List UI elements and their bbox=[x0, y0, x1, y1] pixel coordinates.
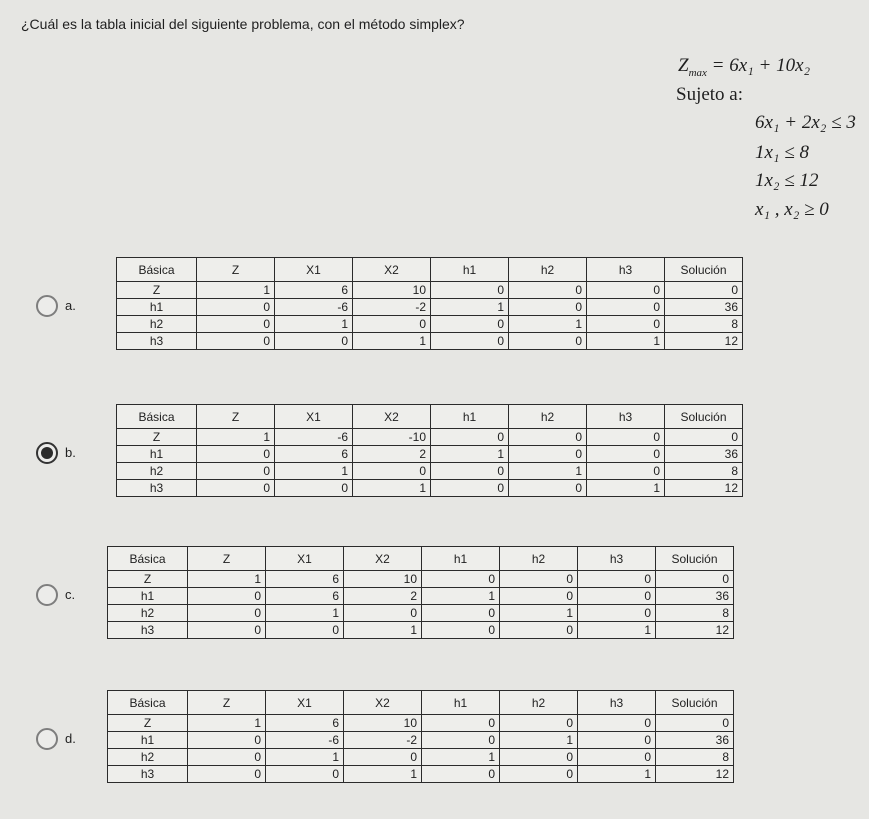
table-cell: 0 bbox=[578, 715, 656, 732]
table-cell: 0 bbox=[587, 299, 665, 316]
table-cell: 1 bbox=[188, 715, 266, 732]
table-cell: 0 bbox=[344, 605, 422, 622]
table-cell: 6 bbox=[275, 446, 353, 463]
table-cell: 1 bbox=[344, 766, 422, 783]
table-cell: 0 bbox=[587, 282, 665, 299]
table-cell: 0 bbox=[509, 446, 587, 463]
column-header: Solución bbox=[665, 258, 743, 282]
column-header: h2 bbox=[509, 258, 587, 282]
column-header: h2 bbox=[509, 405, 587, 429]
basic-variable-cell: h1 bbox=[108, 732, 188, 749]
table-row bbox=[117, 480, 743, 497]
table-cell: 0 bbox=[431, 463, 509, 480]
table-cell: 1 bbox=[500, 732, 578, 749]
table-row bbox=[117, 333, 743, 350]
table-cell: 0 bbox=[578, 571, 656, 588]
table-cell: 1 bbox=[500, 605, 578, 622]
table-row bbox=[108, 622, 734, 639]
basic-variable-cell: h3 bbox=[117, 333, 197, 350]
table-cell: 10 bbox=[353, 282, 431, 299]
table-cell: 0 bbox=[353, 463, 431, 480]
table-cell: 36 bbox=[656, 732, 734, 749]
table-cell: 0 bbox=[197, 463, 275, 480]
table-cell: 0 bbox=[656, 571, 734, 588]
simplex-table bbox=[116, 404, 743, 497]
table-cell: 0 bbox=[665, 282, 743, 299]
table-cell: -10 bbox=[353, 429, 431, 446]
option-letter: b. bbox=[65, 445, 76, 460]
column-header: h2 bbox=[500, 691, 578, 715]
table-cell: 0 bbox=[275, 480, 353, 497]
basic-variable-cell: Z bbox=[108, 571, 188, 588]
table-cell: 1 bbox=[509, 463, 587, 480]
table-cell: 10 bbox=[344, 715, 422, 732]
table-cell: 1 bbox=[197, 282, 275, 299]
table-cell: 0 bbox=[422, 571, 500, 588]
table-cell: 0 bbox=[422, 732, 500, 749]
radio-option-b[interactable] bbox=[36, 442, 58, 464]
table-cell: 0 bbox=[656, 715, 734, 732]
objective-function bbox=[678, 55, 810, 79]
radio-option-c[interactable] bbox=[36, 584, 58, 606]
table-row bbox=[117, 463, 743, 480]
column-header: h1 bbox=[422, 547, 500, 571]
column-header: h1 bbox=[431, 258, 509, 282]
column-header: Z bbox=[188, 547, 266, 571]
column-header: X2 bbox=[353, 405, 431, 429]
table-cell: 0 bbox=[587, 446, 665, 463]
basic-variable-cell: h1 bbox=[108, 588, 188, 605]
table-cell: 0 bbox=[587, 429, 665, 446]
column-header: h3 bbox=[587, 405, 665, 429]
table-cell: 12 bbox=[656, 622, 734, 639]
table-cell: 0 bbox=[431, 333, 509, 350]
table-cell: 0 bbox=[422, 622, 500, 639]
column-header: Básica bbox=[117, 405, 197, 429]
table-cell: 0 bbox=[197, 446, 275, 463]
column-header: X1 bbox=[266, 691, 344, 715]
question-text: ¿Cuál es la tabla inicial del siguiente problema, con el método simplex? bbox=[21, 16, 465, 32]
table-header-row bbox=[108, 547, 734, 571]
basic-variable-cell: h2 bbox=[117, 463, 197, 480]
column-header: Solución bbox=[656, 547, 734, 571]
table-cell: 0 bbox=[500, 622, 578, 639]
table-cell: 2 bbox=[344, 588, 422, 605]
table-cell: 6 bbox=[266, 571, 344, 588]
table-cell: 1 bbox=[197, 429, 275, 446]
table-cell: 0 bbox=[578, 605, 656, 622]
option-letter: a. bbox=[65, 298, 76, 313]
table-cell: 0 bbox=[197, 299, 275, 316]
table-cell: 1 bbox=[587, 333, 665, 350]
table-cell: 1 bbox=[275, 316, 353, 333]
simplex-table bbox=[116, 257, 743, 350]
table-cell: 1 bbox=[266, 605, 344, 622]
column-header: X2 bbox=[344, 691, 422, 715]
table-cell: 36 bbox=[665, 446, 743, 463]
table-cell: 0 bbox=[266, 766, 344, 783]
radio-option-a[interactable] bbox=[36, 295, 58, 317]
table-cell: 1 bbox=[509, 316, 587, 333]
table-row bbox=[108, 571, 734, 588]
table-cell: 1 bbox=[353, 333, 431, 350]
table-cell: 0 bbox=[431, 282, 509, 299]
constraint-2: 1x₁ ≤ 8 bbox=[755, 142, 809, 163]
column-header: h1 bbox=[422, 691, 500, 715]
table-cell: 0 bbox=[422, 605, 500, 622]
table-cell: 1 bbox=[422, 588, 500, 605]
table-cell: 0 bbox=[188, 622, 266, 639]
column-header: X1 bbox=[266, 547, 344, 571]
table-row bbox=[108, 749, 734, 766]
table-cell: -6 bbox=[275, 429, 353, 446]
simplex-table bbox=[107, 690, 734, 783]
basic-variable-cell: Z bbox=[108, 715, 188, 732]
table-cell: 0 bbox=[500, 571, 578, 588]
table-cell: 10 bbox=[344, 571, 422, 588]
table-header-row bbox=[117, 258, 743, 282]
column-header: X1 bbox=[275, 405, 353, 429]
column-header: h3 bbox=[578, 547, 656, 571]
table-cell: 0 bbox=[500, 766, 578, 783]
table-cell: 0 bbox=[509, 333, 587, 350]
table-cell: 1 bbox=[188, 571, 266, 588]
basic-variable-cell: h3 bbox=[117, 480, 197, 497]
column-header: X1 bbox=[275, 258, 353, 282]
table-cell: 0 bbox=[578, 588, 656, 605]
option-letter: d. bbox=[65, 731, 76, 746]
table-cell: 0 bbox=[422, 715, 500, 732]
table-cell: 1 bbox=[431, 446, 509, 463]
table-cell: 1 bbox=[578, 622, 656, 639]
basic-variable-cell: Z bbox=[117, 282, 197, 299]
table-row bbox=[117, 446, 743, 463]
table-cell: 36 bbox=[665, 299, 743, 316]
radio-option-d[interactable] bbox=[36, 728, 58, 750]
table-row bbox=[108, 588, 734, 605]
table-row bbox=[108, 715, 734, 732]
table-row bbox=[108, 732, 734, 749]
column-header: h3 bbox=[587, 258, 665, 282]
table-cell: 0 bbox=[344, 749, 422, 766]
table-cell: 0 bbox=[509, 480, 587, 497]
table-cell: 0 bbox=[431, 429, 509, 446]
table-header-row bbox=[117, 405, 743, 429]
table-cell: 8 bbox=[656, 605, 734, 622]
basic-variable-cell: h1 bbox=[117, 446, 197, 463]
table-row bbox=[117, 282, 743, 299]
table-cell: 0 bbox=[578, 732, 656, 749]
table-cell: 0 bbox=[275, 333, 353, 350]
table-cell: 0 bbox=[500, 715, 578, 732]
table-cell: 0 bbox=[197, 316, 275, 333]
table-cell: 0 bbox=[188, 766, 266, 783]
column-header: Básica bbox=[108, 547, 188, 571]
table-cell: 6 bbox=[266, 588, 344, 605]
table-cell: 0 bbox=[509, 299, 587, 316]
column-header: h2 bbox=[500, 547, 578, 571]
objective-sub: max bbox=[688, 66, 707, 79]
table-cell: 6 bbox=[275, 282, 353, 299]
table-cell: 0 bbox=[422, 766, 500, 783]
table-cell: 0 bbox=[587, 463, 665, 480]
table-cell: -6 bbox=[266, 732, 344, 749]
column-header: h3 bbox=[578, 691, 656, 715]
table-cell: -2 bbox=[344, 732, 422, 749]
subject-to-label: Sujeto a: bbox=[676, 84, 744, 105]
constraint-1: 6x₁ + 2x₂ ≤ 3 bbox=[755, 112, 856, 133]
objective-lhs: Z bbox=[678, 55, 689, 76]
table-cell: -2 bbox=[353, 299, 431, 316]
table-cell: 0 bbox=[188, 749, 266, 766]
table-cell: 0 bbox=[578, 749, 656, 766]
table-cell: 12 bbox=[665, 480, 743, 497]
table-cell: 0 bbox=[500, 749, 578, 766]
table-cell: 0 bbox=[266, 622, 344, 639]
table-cell: 0 bbox=[431, 316, 509, 333]
table-cell: 0 bbox=[188, 588, 266, 605]
column-header: X2 bbox=[344, 547, 422, 571]
table-cell: 1 bbox=[422, 749, 500, 766]
table-cell: 6 bbox=[266, 715, 344, 732]
table-cell: 12 bbox=[665, 333, 743, 350]
table-cell: 1 bbox=[578, 766, 656, 783]
table-row bbox=[108, 605, 734, 622]
table-cell: -6 bbox=[275, 299, 353, 316]
column-header: Básica bbox=[117, 258, 197, 282]
table-cell: 8 bbox=[665, 463, 743, 480]
table-header-row bbox=[108, 691, 734, 715]
table-cell: 1 bbox=[266, 749, 344, 766]
table-cell: 0 bbox=[587, 316, 665, 333]
table-cell: 36 bbox=[656, 588, 734, 605]
table-cell: 1 bbox=[275, 463, 353, 480]
table-cell: 0 bbox=[188, 605, 266, 622]
table-cell: 0 bbox=[500, 588, 578, 605]
basic-variable-cell: h2 bbox=[117, 316, 197, 333]
table-row bbox=[117, 429, 743, 446]
table-cell: 8 bbox=[656, 749, 734, 766]
table-cell: 1 bbox=[353, 480, 431, 497]
table-row bbox=[108, 766, 734, 783]
column-header: X2 bbox=[353, 258, 431, 282]
constraint-4: x₁ , x₂ ≥ 0 bbox=[755, 199, 829, 220]
basic-variable-cell: h3 bbox=[108, 622, 188, 639]
table-row bbox=[117, 299, 743, 316]
table-cell: 1 bbox=[587, 480, 665, 497]
option-letter: c. bbox=[65, 587, 76, 602]
objective-rhs: = 6x₁ + 10x₂ bbox=[711, 55, 811, 76]
constraint-3: 1x₂ ≤ 12 bbox=[755, 170, 819, 191]
table-cell: 2 bbox=[353, 446, 431, 463]
column-header: h1 bbox=[431, 405, 509, 429]
table-cell: 0 bbox=[509, 282, 587, 299]
table-cell: 12 bbox=[656, 766, 734, 783]
table-cell: 0 bbox=[188, 732, 266, 749]
basic-variable-cell: h2 bbox=[108, 605, 188, 622]
column-header: Solución bbox=[665, 405, 743, 429]
column-header: Z bbox=[188, 691, 266, 715]
table-cell: 1 bbox=[431, 299, 509, 316]
table-cell: 0 bbox=[197, 333, 275, 350]
basic-variable-cell: Z bbox=[117, 429, 197, 446]
table-cell: 0 bbox=[431, 480, 509, 497]
table-cell: 0 bbox=[353, 316, 431, 333]
table-cell: 8 bbox=[665, 316, 743, 333]
table-row bbox=[117, 316, 743, 333]
column-header: Z bbox=[197, 258, 275, 282]
table-cell: 0 bbox=[509, 429, 587, 446]
basic-variable-cell: h1 bbox=[117, 299, 197, 316]
column-header: Básica bbox=[108, 691, 188, 715]
column-header: Solución bbox=[656, 691, 734, 715]
table-cell: 0 bbox=[197, 480, 275, 497]
table-cell: 0 bbox=[665, 429, 743, 446]
table-cell: 1 bbox=[344, 622, 422, 639]
basic-variable-cell: h3 bbox=[108, 766, 188, 783]
basic-variable-cell: h2 bbox=[108, 749, 188, 766]
column-header: Z bbox=[197, 405, 275, 429]
simplex-table bbox=[107, 546, 734, 639]
